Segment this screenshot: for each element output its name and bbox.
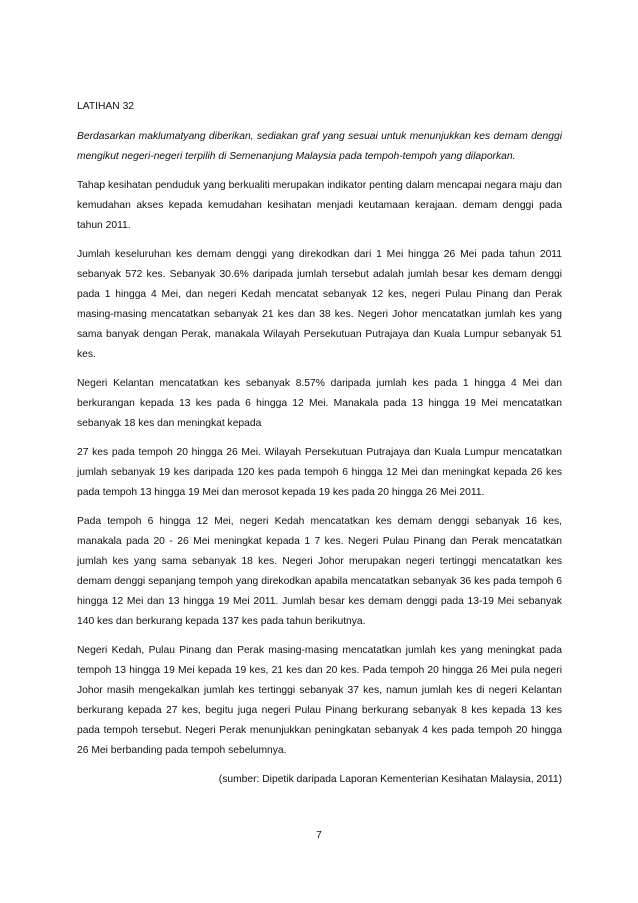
exercise-heading: LATIHAN 32 [77,101,135,112]
source-citation: (sumber: Dipetik daripada Laporan Kementerian Kesihatan Malaysia, 2011) [218,774,562,785]
exercise-instruction: Berdasarkan maklumatyang diberikan, sediakan graf yang sesuai untuk menunjukkan kes demam denggi mengikut negeri-negeri terpilih di Semenanjung Malaysia pada tempoh-tempoh yang dilaporkan. [77,131,562,162]
paragraph-3: Negeri Kelantan mencatatkan kes sebanyak 8.57% daripada jumlah kes pada 1 hingga 4 Mei dan berkurangan kepada 13 kes pada 6 hingga 12 Mei. Manakala pada 13 hingga 19 Mei mencatatkan sebanyak 18 kes dan meningkat kepada [77,378,562,429]
paragraph-1: Tahap kesihatan penduduk yang berkualiti merupakan indikator penting dalam mencapai negara maju dan kemudahan akses kepada kemudahan kesihatan menjadi keutamaan kerajaan. demam denggi pada tahun 2011. [77,180,562,231]
paragraph-2: Jumlah keseluruhan kes demam denggi yang direkodkan dari 1 Mei hingga 26 Mei pada tahun 2011 sebanyak 572 kes. Sebanyak 30.6% daripada jumlah tersebut adalah jumlah besar kes demam denggi pada 1 hingga 4 Mei, dan negeri Kedah mencatat sebanyak 12 kes, negeri Pulau Pinang dan Perak masing-masing mencatatkan sebanyak 21 kes dan 38 kes. Negeri Johor mencatatkan jumlah kes yang sama banyak dengan Perak, manakala Wilayah Persekutuan Putrajaya dan Kuala Lumpur sebanyak 51 kes. [77,249,562,360]
paragraph-4: 27 kes pada tempoh 20 hingga 26 Mei. Wilayah Persekutuan Putrajaya dan Kuala Lumpur mencatatkan jumlah sebanyak 19 kes daripada 120 kes pada tempoh 6 hingga 12 Mei dan meningkat kepada 26 kes pada tempoh 13 hingga 19 Mei dan merosot kepada 19 kes pada 20 hingga 26 Mei 2011. [77,447,562,498]
paragraph-6: Negeri Kedah, Pulau Pinang dan Perak masing-masing mencatatkan jumlah kes yang meningkat pada tempoh 13 hingga 19 Mei kepada 19 kes, 21 kes dan 20 kes. Pada tempoh 20 hingga 26 Mei pula negeri Johor masih mengekalkan jumlah kes tertinggi sebanyak 37 kes, namun jumlah kes di negeri Kelantan berkurang kepada 27 kes, begitu juga negeri Pulau Pinang berkurang sebanyak 8 kes kepada 13 kes pada tempoh tersebut. Negeri Perak menunjukkan peningkatan sebanyak 4 kes pada tempoh 20 hingga 26 Mei berbanding pada tempoh sebelumnya. [77,645,562,756]
page-number: 7 [316,830,322,841]
paragraph-5: Pada tempoh 6 hingga 12 Mei, negeri Kedah mencatatkan kes demam denggi sebanyak 16 kes, manakala pada 20 - 26 Mei meningkat kepada 1 7 kes. Negeri Pulau Pinang dan Perak mencatatkan jumlah kes yang sama sebanyak 18 kes. Negeri Johor merupakan negeri tertinggi mencatatkan kes demam denggi sepanjang tempoh yang direkodkan apabila mencatatkan sebanyak 36 kes pada tempoh 6 hingga 12 Mei dan 13 hingga 19 Mei 2011. Jumlah besar kes demam denggi pada 13-19 Mei sebanyak 140 kes dan berkurang kepada 137 kes pada tahun berikutnya. [77,516,562,627]
document-page [77,97,562,790]
